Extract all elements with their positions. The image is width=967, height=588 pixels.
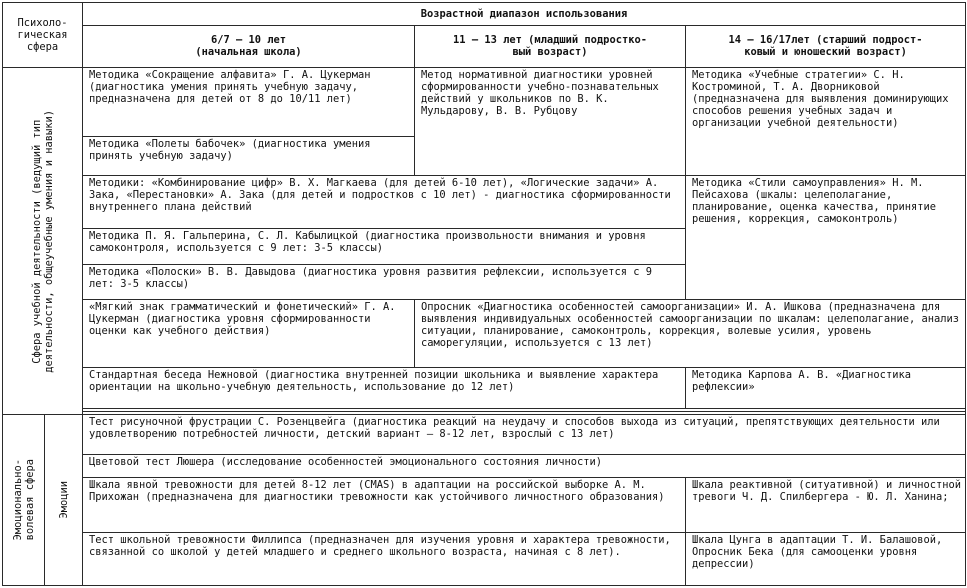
col3-line1: 14 — 16/17лет (старший подрост- bbox=[728, 34, 923, 47]
cell-phillips-test: Тест школьной тревожности Филлипса (предназначен для изучения уровня и характера тревожности, связанной со школой у детей младшего и среднего школьного возраста, начиная с 8 лет). bbox=[83, 532, 686, 586]
col1-sub: (начальная школа) bbox=[195, 46, 302, 59]
learning-sphere-label: Сфера учебной деятельности (ведущий тип деятельности, общеучебные умения и навыки) bbox=[30, 109, 55, 373]
cell-rosenzweig-test: Тест рисуночной фрустрации С. Розенцвейга (диагностика реакций на неудачу и способов выхода из ситуаций, препятствующих деятельности или удовлетворению потребностей личности, детский вариант – 8-12 лет, взрослый с 13 лет) bbox=[83, 415, 966, 455]
sphere-column-header bbox=[3, 3, 83, 68]
emotional-sphere-label-cell bbox=[3, 415, 45, 586]
cell-strips-davydov: Методика «Полоски» В. В. Давыдова (диагностика уровня развития рефлексии, используется с 9 лет: 3-5 классы) bbox=[83, 264, 686, 300]
cell-cmas-scale: Шкала явной тревожности для детей 8-12 лет (CMAS) в адаптации на российской выборке А. М. Прихожан (предназначена для диагностики тревожности как устойчивого личностного образования) bbox=[83, 478, 686, 532]
cell-zung-beck: Шкала Цунга в адаптации Т. И. Балашовой, Опросник Бека (для самооценки уровня депрессии) bbox=[686, 532, 966, 586]
cell-nezhnova-interview: Стандартная беседа Нежновой (диагностика внутренней позиции школьника и выявление характера ориентации на школьно-учебную деятельность, использование до 12 лет) bbox=[83, 368, 686, 409]
col1-age: 6/7 — 10 лет bbox=[210, 34, 287, 47]
cell-luscher-test: Цветовой тест Люшера (исследование особенностей эмоционального состояния личности) bbox=[83, 455, 966, 478]
cell-soft-sign: «Мягкий знак грамматический и фонетический» Г. А. Цукерман (диагностика уровня сформированности оценки как учебного действия) bbox=[83, 300, 415, 368]
age-col-primary-school bbox=[83, 26, 415, 68]
methods-table bbox=[2, 2, 966, 586]
col3-line2: ковый и юношеский возраст) bbox=[744, 46, 907, 59]
emotional-sphere-label: Эмоционально- волевая сфера bbox=[11, 459, 36, 541]
sphere-header-text: Психоло- гическая сфера bbox=[17, 16, 68, 53]
cell-alphabet-reduction: Методика «Сокращение алфавита» Г. А. Цукерман (диагностика умения принять учебную задачу, предназначена для детей от 8 до 10/11 лет) bbox=[83, 67, 415, 136]
age-col-senior-teen bbox=[686, 26, 966, 68]
learning-sphere-label-cell bbox=[3, 67, 83, 414]
age-range-header: Возрастной диапазон использования bbox=[83, 3, 966, 26]
cell-butterfly-flights: Методика «Полеты бабочек» (диагностика умения принять учебную задачу) bbox=[83, 136, 415, 175]
cell-spielberger-scale: Шкала реактивной (ситуативной) и личностной тревоги Ч. Д. Спилбергера - Ю. Л. Ханина; bbox=[686, 478, 966, 532]
emotions-label-cell bbox=[45, 415, 83, 586]
emotions-label: Эмоции bbox=[57, 481, 70, 519]
cell-karpov-reflexion: Методика Карпова А. В. «Диагностика рефлексии» bbox=[686, 368, 966, 409]
age-col-junior-teen bbox=[415, 26, 686, 68]
cell-self-organization-questionnaire: Опросник «Диагностика особенностей самоорганизации» И. А. Ишкова (предназначена для выявления индивидуальных особенностей самоорганизации по шкалам: целеполагание, анализ ситуации, планирование, самоконтроль, коррекция, волевые усилия, уровень саморегуляции, используется с 13 лет) bbox=[415, 300, 966, 368]
cell-digit-combination: Методики: «Комбинирование цифр» В. Х. Магкаева (для детей 6-10 лет), «Логические задачи» А. Зака, «Перестановки» А. Зака (для детей и подростков с 10 лет) - диагностика сформированности внутреннего плана действий bbox=[83, 175, 686, 228]
cell-learning-strategies: Методика «Учебные стратегии» С. Н. Костроминой, Т. А. Дворниковой (предназначена для выявления доминирующих способов решения учебных задач и организации учебной деятельности) bbox=[686, 67, 966, 175]
col2-line1: 11 — 13 лет (младший подростко- bbox=[453, 34, 647, 47]
cell-galperin-kabylitskaya: Методика П. Я. Гальперина, С. Л. Кабылицкой (диагностика произвольности внимания и уровня самоконтроля, используется с 9 лет: 3-5 классы) bbox=[83, 229, 686, 265]
cell-normative-diagnostics: Метод нормативной диагностики уровней сформированности учебно-познавательных действий у школьников по В. К. Мульдарову, В. В. Рубцову bbox=[415, 67, 686, 175]
col2-line2: вый возраст) bbox=[512, 46, 588, 59]
cell-self-management-styles: Методика «Стили самоуправления» Н. М. Пейсахова (шкалы: целеполагание, планирование, оценка качества, принятие решения, коррекция, самоконтроль) bbox=[686, 175, 966, 300]
